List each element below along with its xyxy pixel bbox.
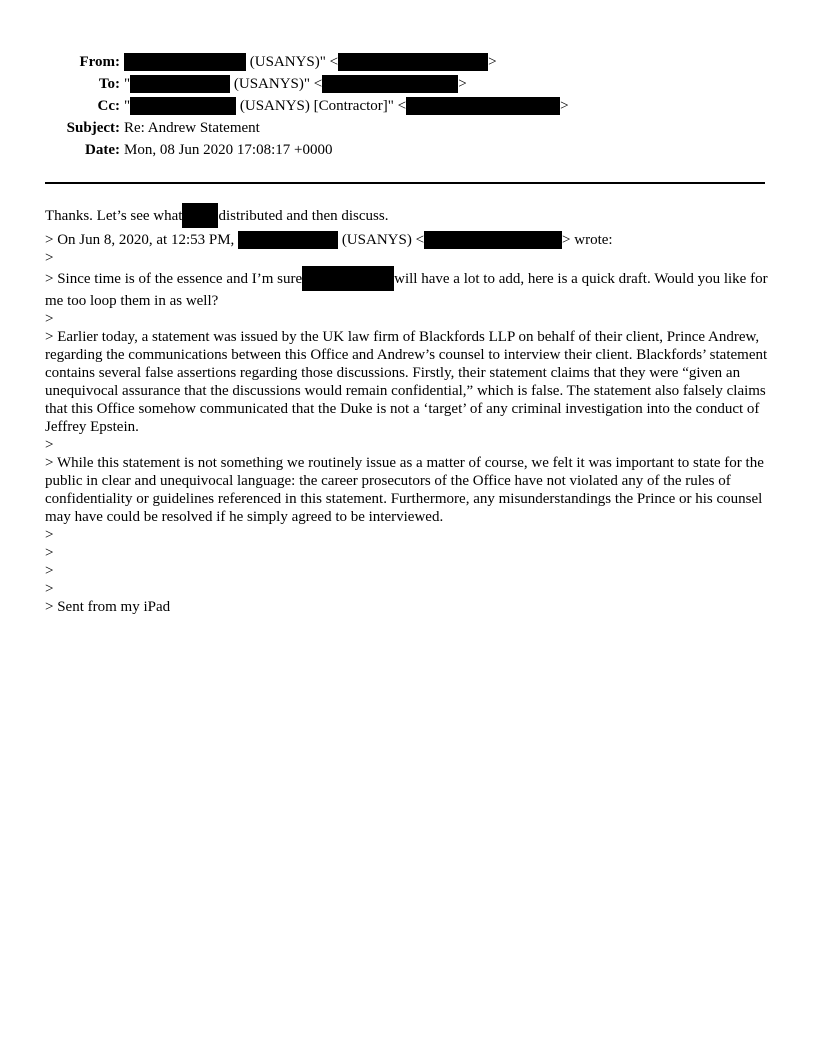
to-label: To:: [98, 76, 120, 92]
email-body: [45, 204, 773, 616]
cc-row: [0, 96, 816, 117]
from-value: (USANYS)" < >: [124, 52, 497, 73]
quote-marker: >: [45, 563, 54, 579]
date-value: Mon, 08 Jun 2020 17:08:17 +0000: [124, 142, 333, 158]
date-label: Date:: [85, 142, 120, 158]
quote-marker: >: [45, 545, 54, 561]
quote-paragraph-2: > While this statement is not something we routinely issue as a matter of course, we felt it was important to state for the public in clear and unequivocal language: the career prosecutors of the Office have not violated any of the rules of confidentiality or guidelines referenced in this statement. Furthermore, any misunderstandings the Prince or his counsel may have could be resolved if he simply agreed to be interviewed.: [45, 455, 764, 525]
quote-marker: >: [45, 311, 54, 327]
from-label: From:: [79, 54, 120, 70]
header-divider: [45, 182, 765, 184]
redaction-box: [130, 97, 236, 115]
to-row: [0, 74, 816, 95]
redaction-box: [424, 231, 562, 249]
from-row: [0, 52, 816, 73]
quote-marker: >: [45, 250, 54, 266]
redaction-box: [238, 231, 338, 249]
cc-value: " (USANYS) [Contractor]" < >: [124, 98, 569, 114]
subject-row: [0, 118, 816, 139]
redaction-box: [322, 75, 458, 93]
redaction-box: [406, 97, 560, 115]
date-row: [0, 140, 816, 161]
redaction-box: [130, 75, 230, 93]
quote-marker: >: [45, 527, 54, 543]
redaction-box: [302, 266, 394, 291]
quote-draft-paragraph: > Since time is of the essence and I’m sure will have a lot to add, here is a quick draft. Would you like for me too loop them in as well?: [45, 267, 773, 310]
signature-line: > Sent from my iPad: [45, 599, 171, 615]
quote-marker: >: [45, 437, 54, 453]
quote-header: > On Jun 8, 2020, at 12:53 PM, (USANYS) < > wrote:: [45, 232, 613, 248]
quote-marker: >: [45, 581, 54, 597]
subject-label: Subject:: [66, 120, 120, 136]
subject-value: Re: Andrew Statement: [124, 120, 260, 136]
cc-label: Cc:: [97, 98, 120, 114]
quote-paragraph-1: > Earlier today, a statement was issued by the UK law firm of Blackfords LLP on behalf of their client, Prince Andrew, regarding the communications between this Office and Andrew’s counsel to interview their client. Blackfords’ statement contains several false assertions regarding those discussions. Firstly, their statement claims that they were “given an unequivocal assurance that the discussions would remain confidential,” which is false. The statement also falsely claims that this Office somehow communicated that the Duke is not a ‘target’ of any criminal investigation into the conduct of Jeffrey Epstein.: [45, 329, 768, 435]
redaction-box: [182, 203, 218, 228]
redaction-box: [338, 53, 488, 71]
redaction-box: [124, 53, 246, 71]
reply-line: Thanks. Let’s see what distributed and then discuss.: [45, 204, 773, 222]
to-value: " (USANYS)" < >: [124, 76, 467, 92]
